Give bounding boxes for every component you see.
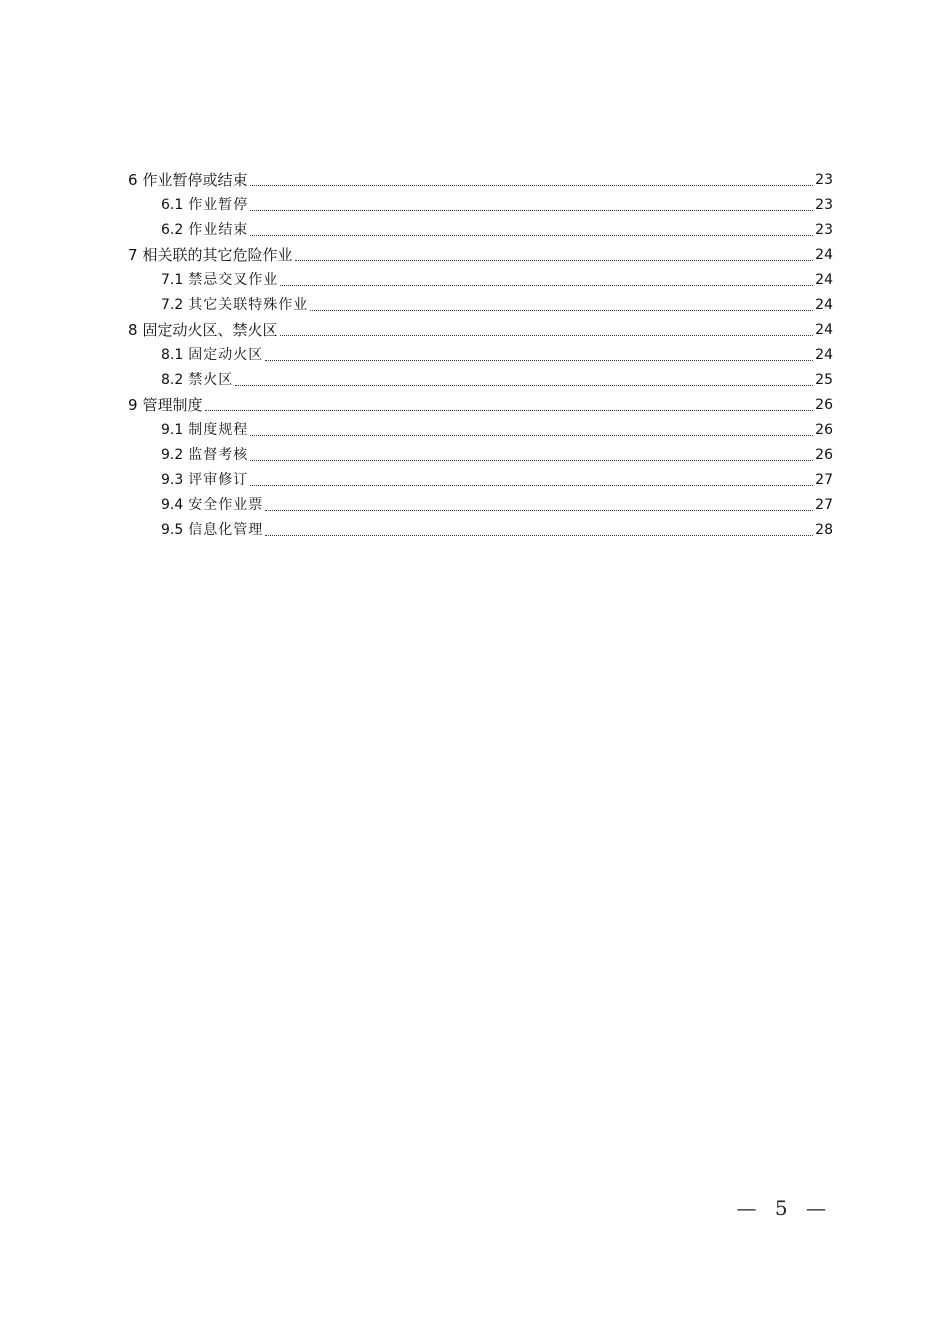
toc-dot-leader [265,535,813,536]
toc-entry-page: 27 [815,497,833,513]
toc-entry-title: 制度规程 [188,422,249,438]
table-of-contents [128,168,833,543]
toc-dot-leader [250,185,814,186]
toc-dot-leader [235,385,813,386]
toc-entry-page: 24 [815,272,833,288]
toc-entry[interactable] [128,168,833,193]
toc-entry-title: 评审修订 [188,472,249,488]
toc-entry-page: 23 [815,222,833,238]
toc-dot-leader [295,260,814,261]
toc-entry[interactable] [128,243,833,268]
toc-entry-page: 24 [815,347,833,363]
toc-entry-page: 24 [815,297,833,313]
toc-subentry[interactable] [128,293,833,318]
toc-dot-leader [250,485,813,486]
toc-entry-title: 作业结束 [188,222,249,238]
toc-entry-number: 9.5 [161,522,184,538]
toc-entry-page: 26 [815,397,833,413]
toc-subentry[interactable] [128,518,833,543]
toc-entry-title: 管理制度 [142,396,203,414]
toc-entry-title: 禁火区 [188,372,234,388]
toc-subentry[interactable] [128,418,833,443]
toc-subentry[interactable] [128,468,833,493]
toc-dot-leader [265,360,813,361]
toc-dot-leader [310,310,813,311]
toc-entry-title: 禁忌交叉作业 [188,272,279,288]
toc-dot-leader [280,335,814,336]
toc-entry-page: 25 [815,372,833,388]
toc-entry-page: 26 [815,422,833,438]
toc-entry-title: 安全作业票 [188,497,264,513]
toc-entry-number: 9.1 [161,422,184,438]
toc-entry-title: 信息化管理 [188,522,264,538]
toc-dot-leader [280,285,813,286]
toc-dot-leader [250,460,813,461]
toc-entry-number: 8.1 [161,347,184,363]
toc-dot-leader [250,235,813,236]
toc-entry-page: 26 [815,447,833,463]
toc-entry-number: 6.1 [161,197,184,213]
toc-subentry[interactable] [128,493,833,518]
toc-subentry[interactable] [128,443,833,468]
toc-entry-number: 8.2 [161,372,184,388]
toc-dot-leader [250,435,813,436]
toc-subentry[interactable] [128,343,833,368]
toc-entry-number: 7.2 [161,297,184,313]
toc-dot-leader [250,210,813,211]
toc-entry-page: 23 [815,197,833,213]
toc-subentry[interactable] [128,268,833,293]
toc-entry-page: 27 [815,472,833,488]
page-number: — 5 — [736,1196,832,1220]
toc-entry-title: 作业暂停 [188,197,249,213]
toc-entry-page: 23 [815,172,833,188]
toc-dot-leader [205,410,814,411]
toc-entry-title: 其它关联特殊作业 [188,297,309,313]
toc-entry-number: 9.2 [161,447,184,463]
toc-entry-number: 9.4 [161,497,184,513]
toc-entry-title: 固定动火区 [188,347,264,363]
toc-entry-page: 24 [815,322,833,338]
toc-subentry[interactable] [128,193,833,218]
toc-entry-page: 24 [815,247,833,263]
toc-entry-number: 9 [128,396,138,414]
toc-entry-title: 相关联的其它危险作业 [142,246,293,264]
toc-entry[interactable] [128,393,833,418]
toc-entry-title: 监督考核 [188,447,249,463]
toc-entry-number: 6 [128,171,138,189]
toc-entry-number: 9.3 [161,472,184,488]
toc-entry-number: 8 [128,321,138,339]
toc-entry-page: 28 [815,522,833,538]
toc-dot-leader [265,510,813,511]
toc-entry-title: 固定动火区、禁火区 [142,321,278,339]
toc-subentry[interactable] [128,218,833,243]
toc-entry[interactable] [128,318,833,343]
toc-subentry[interactable] [128,368,833,393]
toc-entry-title: 作业暂停或结束 [142,171,248,189]
toc-entry-number: 7 [128,246,138,264]
toc-entry-number: 7.1 [161,272,184,288]
toc-entry-number: 6.2 [161,222,184,238]
